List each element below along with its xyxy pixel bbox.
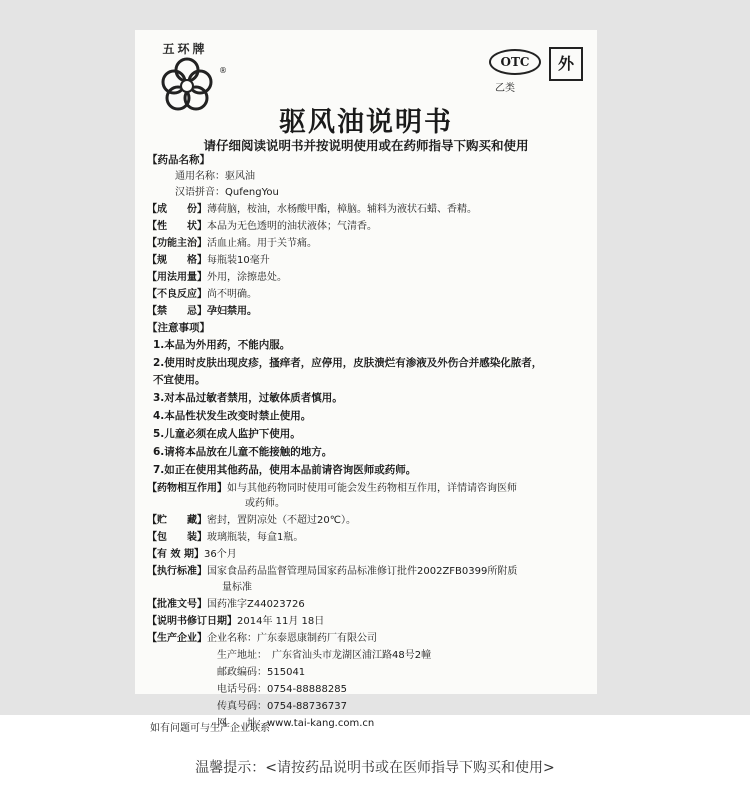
section-label: 【规 格】 (147, 255, 207, 266)
caution-item: 7.如正在使用其他药品，使用本品前请咨询医师或药师。 (153, 464, 417, 476)
manufacturer-company: 企业名称：广东泰恩康制药厂有限公司 (207, 633, 377, 644)
section-adverse-reactions (147, 288, 257, 301)
section-label: 【用法用量】 (147, 272, 207, 283)
section-label: 【性 状】 (147, 221, 207, 232)
caution-item: 6.请将本品放在儿童不能接触的地方。 (153, 446, 333, 458)
section-interactions (147, 482, 517, 495)
section-indications (147, 237, 317, 250)
document-subtitle: 请仔细阅读说明书并按说明使用或在药师指导下购买和使用 (203, 138, 529, 153)
section-label: 【批准文号】 (147, 599, 207, 610)
otc-class-label: 乙类 (495, 83, 515, 94)
section-manufacturer (147, 632, 377, 645)
caution-item: 1.本品为外用药，不能内服。 (153, 339, 291, 351)
section-ingredients (147, 203, 477, 216)
document-title: 驱风油说明书 (279, 107, 453, 138)
pinyin-name: 汉语拼音：QufengYou (175, 187, 279, 198)
contact-note: 如有问题可与生产企业联系 (150, 723, 270, 734)
section-value: 密封，置阴凉处（不超过20℃）。 (207, 515, 356, 526)
section-label: 【不良反应】 (147, 289, 207, 300)
caution-item: 5.儿童必须在成人监护下使用。 (153, 428, 301, 440)
section-value: 孕妇禁用。 (207, 306, 257, 317)
manufacturer-postcode: 邮政编码：515041 (217, 667, 306, 678)
manufacturer-phone: 电话号码：0754-88888285 (217, 684, 347, 695)
section-label: 【功能主治】 (147, 238, 207, 249)
standard-continued: 量标准 (222, 582, 252, 593)
section-label: 【有 效 期】 (147, 549, 204, 560)
section-package (147, 531, 303, 544)
section-label: 【说明书修订日期】 (147, 616, 237, 627)
section-contraindications (147, 305, 257, 318)
section-approval-number (147, 598, 305, 611)
generic-name: 通用名称：驱风油 (175, 171, 255, 182)
external-use-badge: 外 (549, 47, 583, 81)
section-revision-date (147, 615, 324, 628)
section-value: 外用，涂擦患处。 (207, 272, 287, 283)
section-specification (147, 254, 270, 267)
manufacturer-fax: 传真号码：0754-88736737 (217, 701, 347, 712)
footer-band (0, 715, 750, 797)
section-label: 【生产企业】 (147, 633, 207, 644)
drug-name-header: 【药品名称】 (147, 154, 210, 166)
section-value: 国药准字Z44023726 (207, 599, 305, 610)
section-label: 【执行标准】 (147, 566, 207, 577)
manufacturer-address: 生产地址： 广东省汕头市龙湖区浦江路48号2幢 (217, 650, 432, 661)
section-value: 玻璃瓶装，每盒1瓶。 (207, 532, 304, 543)
section-standard (147, 565, 517, 578)
section-value: 每瓶装10毫升 (207, 255, 270, 266)
caution-item: 不宜使用。 (153, 374, 206, 386)
section-value: 国家食品药品监督管理局国家药品标准修订批件2002ZFB0399所附质 (207, 566, 518, 577)
section-label: 【药物相互作用】 (147, 483, 227, 494)
manufacturer-website: 网 址：www.tai-kang.com.cn (217, 718, 375, 729)
section-value: 2014年 11月 18日 (237, 616, 325, 627)
section-value: 如与其他药物同时使用可能会发生药物相互作用，详情请咨询医师 (227, 483, 517, 494)
brand-name: 五环牌 (162, 42, 208, 56)
caution-item: 2.使用时皮肤出现皮疹，搔痒者，应停用，皮肤溃烂有渗液及外伤合并感染化脓者， (153, 357, 543, 369)
section-label: 【包 装】 (147, 532, 207, 543)
cautions-header: 【注意事项】 (147, 322, 210, 334)
section-dosage (147, 271, 287, 284)
otc-badge: OTC (489, 49, 541, 75)
interactions-continued: 或药师。 (245, 498, 285, 509)
section-label: 【禁 忌】 (147, 306, 207, 317)
section-label: 【贮 藏】 (147, 515, 207, 526)
section-value: 薄荷脑，桉油，水杨酸甲酯，樟脑。辅料为液状石蜡、香精。 (207, 204, 477, 215)
section-value: 尚不明确。 (207, 289, 257, 300)
registered-mark: ® (219, 66, 227, 75)
section-value: 活血止痛。用于关节痛。 (207, 238, 317, 249)
section-value: 本品为无色透明的油状液体；气清香。 (207, 221, 377, 232)
caution-item: 4.本品性状发生改变时禁止使用。 (153, 410, 312, 422)
caution-item: 3.对本品过敏者禁用，过敏体质者慎用。 (153, 392, 343, 404)
section-value: 36个月 (203, 549, 237, 560)
section-label: 【成 份】 (147, 204, 207, 215)
section-validity (147, 548, 237, 561)
section-storage (147, 514, 356, 527)
footer-tip: 温馨提示：<请按药品说明书或在医师指导下购买和使用> (195, 760, 555, 776)
section-appearance (147, 220, 377, 233)
